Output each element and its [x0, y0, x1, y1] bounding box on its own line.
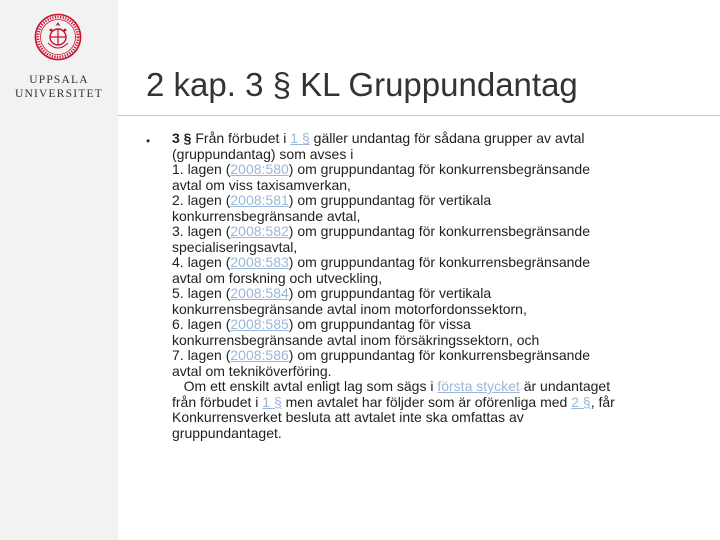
body-text-run: ) om gruppundantag för vertikala	[288, 192, 492, 208]
body-text-run: , får	[590, 393, 615, 410]
law-reference-link[interactable]: 2008:583	[230, 254, 289, 270]
body-line	[172, 286, 712, 302]
law-reference-link[interactable]: 2008:585	[230, 316, 289, 332]
body-line	[172, 131, 712, 147]
body-text-run: 2. lagen (	[172, 192, 231, 208]
body-text-run: Konkurrensverket besluta att avtalet inte ska omfattas av	[172, 409, 524, 425]
body-line	[172, 271, 712, 287]
body-text-run: men avtalet har följder som är oförenliga med	[281, 393, 572, 410]
body-text-run: ) om gruppundantag för konkurrensbegränsande	[288, 223, 590, 239]
body-line	[172, 364, 712, 380]
law-reference-link[interactable]: 1 §	[290, 130, 310, 146]
body-line	[172, 147, 712, 163]
body-line	[172, 317, 712, 333]
body-line	[172, 162, 712, 178]
body-line	[172, 240, 712, 256]
body-line	[172, 333, 712, 349]
body-text-run: avtal om viss taxisamverkan,	[172, 176, 351, 193]
law-reference-link[interactable]: 2008:584	[230, 285, 289, 301]
body-line	[172, 209, 712, 225]
law-reference-link[interactable]: 2008:581	[230, 192, 289, 208]
body-text-run: specialiseringsavtal,	[172, 238, 298, 255]
body-text-run: 3. lagen (	[172, 223, 231, 239]
body-text-run: 1. lagen (	[172, 161, 231, 177]
slide-body-text	[172, 131, 712, 441]
body-line	[172, 395, 712, 411]
body-text-run: avtal om tekniköverföring.	[172, 362, 332, 379]
slide-title: 2 kap. 3 § KL Gruppundantag	[146, 66, 578, 103]
body-line	[172, 426, 712, 442]
university-name-line2: UNIVERSITET	[15, 88, 103, 100]
body-text-run: konkurrensbegränsande avtal inom försäkringssektorn, och	[172, 331, 540, 348]
body-text-run: Om ett enskilt avtal enligt lag som sägs i	[172, 378, 438, 394]
body-text-run: 5. lagen (	[172, 285, 231, 301]
body-text-run: ) om gruppundantag för konkurrensbegränsande	[288, 254, 590, 270]
bullet-marker: •	[146, 134, 151, 148]
body-text-run: konkurrensbegränsande avtal,	[172, 207, 361, 224]
body-text-run: 6. lagen (	[172, 316, 231, 332]
body-line	[172, 255, 712, 271]
title-divider	[118, 115, 720, 116]
body-text-run: konkurrensbegränsande avtal inom motorfordonssektorn,	[172, 300, 527, 317]
body-line	[172, 379, 712, 395]
law-reference-link[interactable]: 1 §	[262, 393, 282, 410]
law-reference-link[interactable]: 2 §	[571, 393, 591, 410]
section-number: 3 §	[172, 130, 192, 146]
law-reference-link[interactable]: 2008:580	[230, 161, 289, 177]
body-text-run: Från förbudet i	[191, 130, 291, 146]
body-line	[172, 224, 712, 240]
body-line	[172, 178, 712, 194]
body-text-run: från förbudet i	[172, 393, 263, 410]
law-reference-link[interactable]: första stycket	[437, 378, 520, 394]
law-reference-link[interactable]: 2008:586	[230, 347, 289, 363]
body-text-run: är undantaget	[519, 378, 611, 394]
body-text-run: ) om gruppundantag för konkurrensbegränsande	[288, 347, 590, 363]
law-reference-link[interactable]: 2008:582	[230, 223, 289, 239]
body-line	[172, 302, 712, 318]
body-line	[172, 348, 712, 364]
body-text-run: avtal om forskning och utveckling,	[172, 269, 383, 286]
body-text-run: (gruppundantag) som avses i	[172, 145, 354, 162]
body-text-run: ) om gruppundantag för konkurrensbegränsande	[288, 161, 590, 177]
body-line	[172, 193, 712, 209]
university-name-line1: UPPSALA	[29, 74, 89, 86]
university-seal-logo	[34, 13, 82, 61]
body-text-run: gäller undantag för sådana grupper av avtal	[309, 130, 585, 146]
body-text-run: ) om gruppundantag för vertikala	[288, 285, 492, 301]
body-text-run: gruppundantaget.	[172, 424, 282, 441]
sidebar	[0, 0, 118, 540]
body-line	[172, 410, 712, 426]
body-text-run: 4. lagen (	[172, 254, 231, 270]
body-text-run: 7. lagen (	[172, 347, 231, 363]
body-text-run: ) om gruppundantag för vissa	[288, 316, 471, 332]
